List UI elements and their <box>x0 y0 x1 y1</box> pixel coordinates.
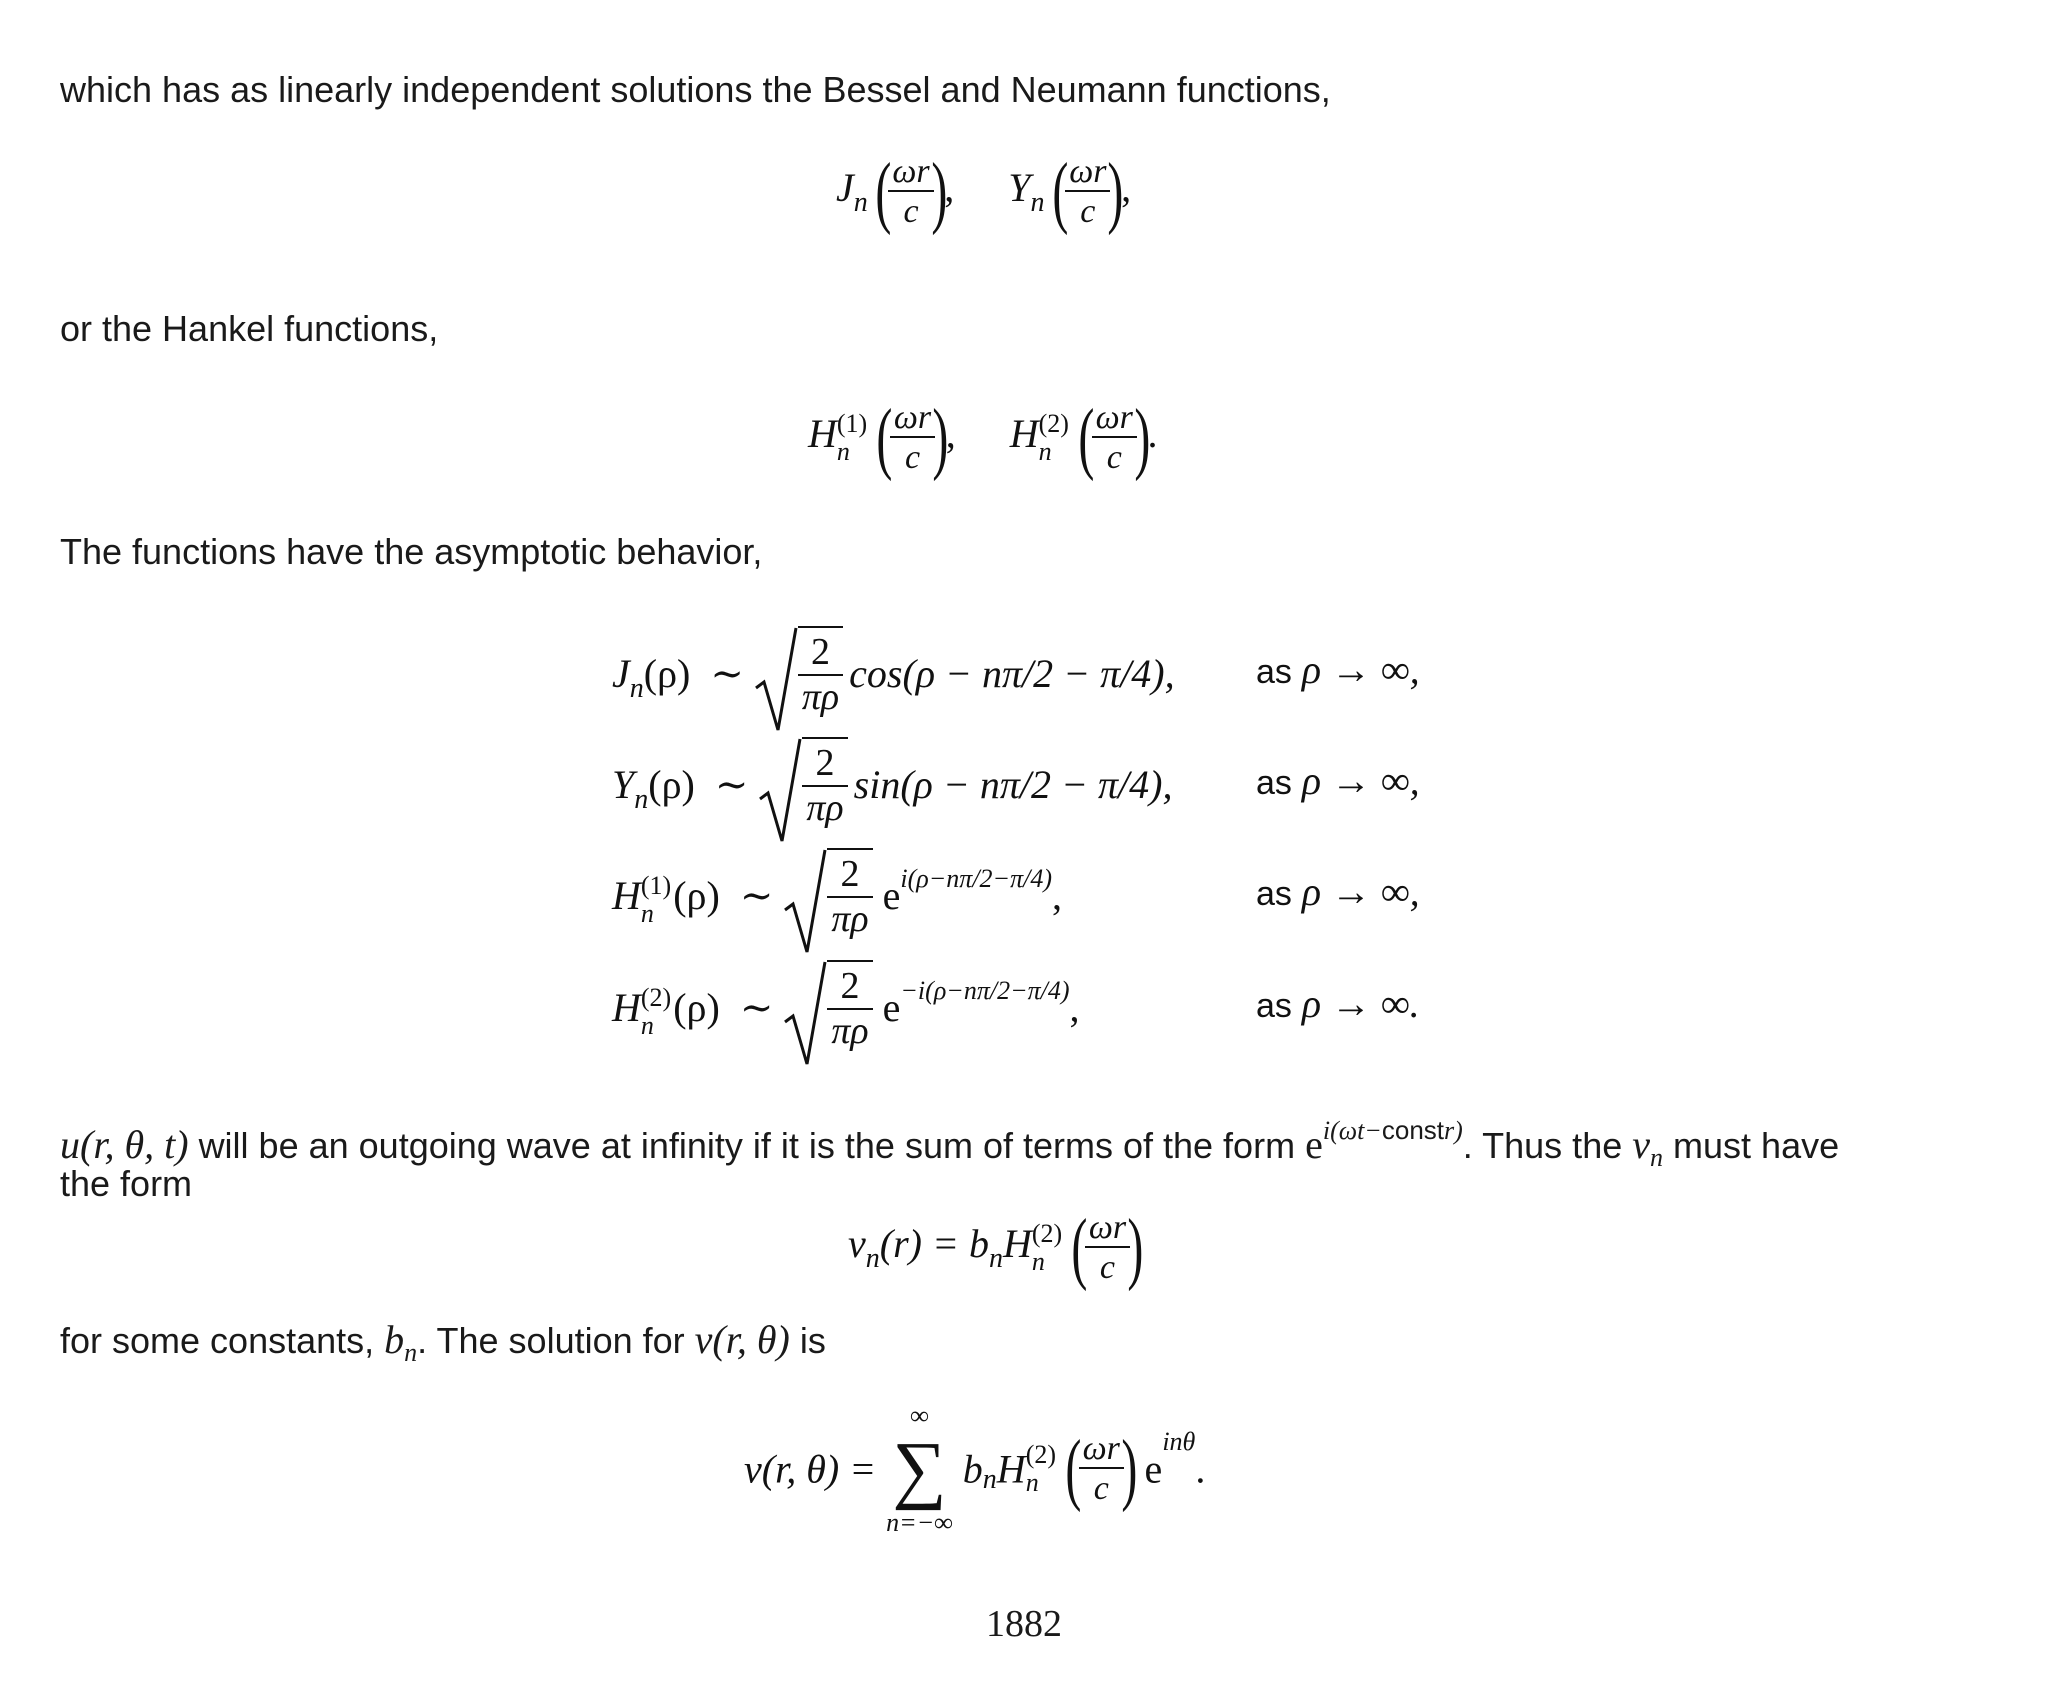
eq2-h1: H <box>808 411 837 457</box>
eq4-bottom: n=−∞ <box>886 1508 953 1538</box>
asym-limit: ρ → ∞, <box>1301 647 1420 692</box>
asym-lhs: Y <box>612 762 635 808</box>
sqrt-sign <box>758 737 847 841</box>
eq2-h2-sup: (2) <box>1038 409 1069 438</box>
asym-limit: ρ → ∞, <box>1301 758 1420 803</box>
asymptotic-row: H (2) n (ρ) ∼ $\frac{2}{\pi\rho}$ $e^{-i(\rho-n\pi/2-\pi/4)}$, <box>612 960 1080 1064</box>
eq3-lhs: v <box>848 1221 866 1267</box>
eq1-den-2: c <box>1080 193 1096 231</box>
as-word: as <box>1256 987 1292 1025</box>
paragraph-outgoing-text: will be an outgoing wave at infinity if it is the sum of terms of the form <box>198 1125 1296 1166</box>
inline-v: v(r, θ) <box>694 1317 790 1362</box>
inline-exp-const: const <box>1381 1115 1445 1145</box>
eq2-den-1: c <box>904 439 921 477</box>
eq2-num-2: ωr <box>1092 399 1137 438</box>
eq1-y-sub: n <box>1030 187 1045 219</box>
asym-sim: ∼ <box>739 873 774 919</box>
inline-vn-sub: n <box>1650 1143 1664 1173</box>
asym-arg: (ρ) <box>648 762 695 808</box>
asym-lhs-sup: (2) <box>640 983 672 1012</box>
asym-arg: (ρ) <box>673 985 720 1031</box>
eq2-h1-sup: (1) <box>836 409 868 438</box>
eq4-term: b <box>962 1446 983 1492</box>
eq4-num: ωr <box>1079 1430 1124 1469</box>
as-word: as <box>1256 764 1292 802</box>
eq1-num-2: ωr <box>1065 153 1110 192</box>
asym-sim: ∼ <box>710 651 744 697</box>
paragraph-asymptotic-intro: The functions have the asymptotic behavior, <box>60 531 763 572</box>
eq2-h1-sub: n <box>836 437 850 466</box>
asym-frac-den: πρ <box>831 1009 869 1052</box>
asym-limit: ρ → ∞, <box>1301 869 1420 914</box>
paragraph-outgoing-wave <box>60 1112 1839 1182</box>
asymptotic-row: $J_n(\rho)$ ∼ $\frac{2}{\pi\rho}$ cos(ρ − nπ/2 − π/4), <box>612 626 1175 730</box>
eq1-num-1: ωr <box>888 153 933 192</box>
eq4-top: ∞ <box>910 1401 929 1430</box>
paragraph-solution-mid: . The solution for <box>417 1320 685 1361</box>
summation-sign <box>886 1400 953 1538</box>
paragraph-solution-intro: for some constants, $b_n$. The solution for v(r, θ) is <box>60 1317 826 1368</box>
eq2-h2-sub: n <box>1038 437 1052 466</box>
eq1-j-sub: n <box>853 187 868 219</box>
inline-u: u(r, θ, t) <box>60 1122 189 1167</box>
asym-rhs: sin(ρ − nπ/2 − π/4), <box>853 762 1173 808</box>
paragraph-solution-end: is <box>799 1320 826 1361</box>
page-number: 1882 <box>986 1603 1062 1645</box>
asymptotic-limit <box>1256 646 1420 693</box>
asym-lhs: H <box>612 985 641 1031</box>
asym-frac-num: 2 <box>827 854 872 898</box>
asym-rhs: e <box>882 873 901 919</box>
eq4-sigma: ∑ <box>892 1427 947 1512</box>
asym-lhs-sup: (1) <box>640 871 672 900</box>
sqrt-sign <box>783 960 872 1064</box>
eq3-den: c <box>1099 1249 1115 1287</box>
paragraph-hankel-intro: or the Hankel functions, <box>60 308 439 349</box>
paragraph-bessel-intro: which has as linearly independent solutions the Bessel and Neumann functions, <box>60 69 1331 110</box>
eq2-num-1: ωr <box>890 399 935 438</box>
asym-lhs: J <box>612 651 630 697</box>
asym-frac-num: 2 <box>827 966 872 1010</box>
asymptotic-row: $Y_n(\rho)$ ∼ $\frac{2}{\pi\rho}$ sin(ρ − nπ/2 − π/4), <box>612 737 1172 841</box>
inline-exp-i: i(ωt− <box>1322 1116 1382 1145</box>
eq1-y: Y <box>1008 165 1031 211</box>
inline-bn: b <box>384 1317 405 1362</box>
as-word: as <box>1256 653 1292 691</box>
asym-rhs: cos(ρ − nπ/2 − π/4), <box>849 651 1175 697</box>
eq1-den-1: c <box>903 193 919 231</box>
asym-frac-den: πρ <box>831 897 869 940</box>
eq4-exp: inθ <box>1162 1427 1196 1457</box>
paragraph-solution-start: for some constants, <box>60 1320 375 1361</box>
paragraph-outgoing-end: must have <box>1673 1125 1840 1166</box>
equation-series-solution: v(r, θ) = ∞ ∑ n=−∞ $b_nH$ (2) n ( $\frac{\omega r}{c}$ ) $e^{in\theta}$. <box>744 1401 1206 1538</box>
paragraph-outgoing-tail: . Thus the <box>1462 1125 1623 1166</box>
asym-arg: (ρ) <box>673 873 720 919</box>
asym-limit: ρ → ∞. <box>1301 981 1420 1026</box>
eq3-arg: (r) = b <box>879 1221 989 1267</box>
sqrt-sign <box>754 626 843 730</box>
asym-sim: ∼ <box>739 985 774 1031</box>
asym-sim: ∼ <box>714 762 749 808</box>
inline-vn: v <box>1632 1122 1651 1167</box>
sqrt-sign <box>783 848 872 952</box>
asymptotic-row: H (1) n (ρ) ∼ $\frac{2}{\pi\rho}$ $e^{i(\rho-n\pi/2-\pi/4)}$, <box>612 848 1062 952</box>
eq4-den: c <box>1093 1470 1109 1508</box>
asym-frac-den: πρ <box>806 786 844 829</box>
eq3-num: ωr <box>1085 1209 1130 1248</box>
asymptotic-limit <box>1256 757 1420 804</box>
asymptotic-limit <box>1256 868 1420 915</box>
asym-rhs-exp: i(ρ−nπ/2−π/4) <box>900 863 1052 893</box>
asym-frac-num: 2 <box>802 743 847 787</box>
inline-exp-r: r) <box>1444 1116 1463 1145</box>
inline-exp-base: e <box>1305 1122 1323 1167</box>
asym-arg: (ρ) <box>643 651 691 697</box>
asymptotic-limit <box>1256 980 1420 1027</box>
equation-hankel: H (1) n ( $\frac{\omega r}{c}$ ), H (2) n ( $\frac{\omega r}{c}$ ). <box>808 394 1158 482</box>
equation-bessel-neumann: $J_n$ ( $\frac{\omega r}{c}$ ), $Y_n$ ( $\frac{\omega r}{c}$ ), <box>836 148 1132 236</box>
as-word: as <box>1256 875 1292 913</box>
asym-frac-den: πρ <box>801 675 840 718</box>
eq4-lhs: v(r, θ) = <box>744 1446 877 1492</box>
eq2-h2: H <box>1009 411 1039 457</box>
asym-rhs-exp: −i(ρ−nπ/2−π/4) <box>900 975 1070 1005</box>
asym-lhs: H <box>612 873 641 919</box>
asym-frac-num: 2 <box>798 632 843 676</box>
equation-vn: $v_n(r) = b_nH$ (2) n ( $\frac{\omega r}{c}$ ) <box>848 1204 1144 1292</box>
paragraph-outgoing-line2: the form <box>60 1163 193 1204</box>
eq2-den-2: c <box>1106 439 1122 477</box>
eq1-j: J <box>836 165 854 211</box>
asym-rhs: e <box>882 985 901 1031</box>
